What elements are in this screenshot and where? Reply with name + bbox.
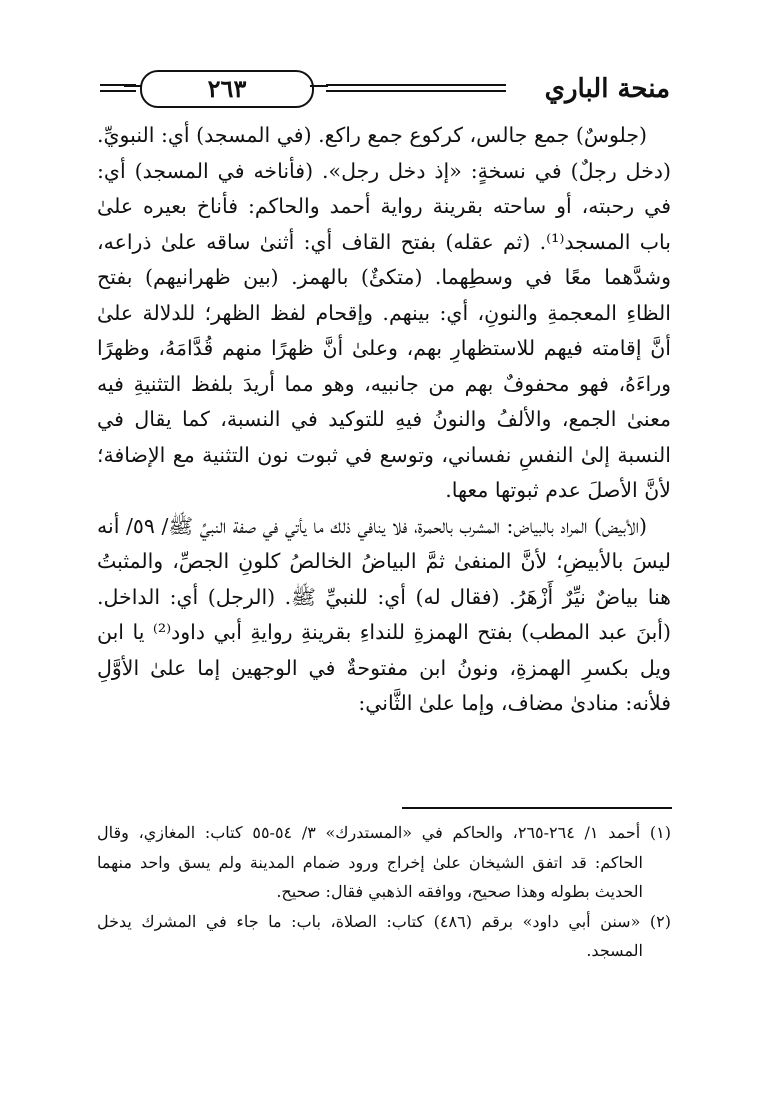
book-title: منحة الباري: [544, 74, 670, 104]
footnote-1: (١) أحمد ١/ ٢٦٤-٢٦٥، والحاكم في «المستدرك» ٣/ ٥٤-٥٥ كتاب: المغازي، وقال الحاكم: قد اتفق الشيخان علىٰ إخراج ورود ضمام المدينة ولم يسق واحد منهما الحديث بطوله وهذا صحيح، ووافقه الذهبي فقال: صحيح.: [97, 823, 671, 901]
footnotes: [97, 818, 671, 966]
body-paragraph: (جلوسٌ) جمع جالس، كركوع جمع راكع. (في المسجد) أي: النبويِّ. (دخل رجلٌ) في نسخةٍ: «إذ دخل رجل». (فأناخه في المسجد) أي: في رحبته، أو ساحته بقرينة رواية أحمد والحاكم: فأناخ بعيره علىٰ باب المسجد⁽¹⁾. (ثم عقله) بفتح القاف أي: أثنىٰ ساقه علىٰ ذراعه، وشدَّهما معًا في وسطِهما. (متكئٌ) بالهمز. (بين ظهرانيهم) بفتح الظاءِ المعجمةِ والنونِ، أي: بينهم. وإقحام لفظ الظهر؛ للدلالة علىٰ أنَّ إقامته فيهم للاستظهارِ بهم، وعلىٰ أنَّ ظهرًا منهم قُدَّامَهُ، وظهرًا وراءَهُ، فهو محفوفٌ بهم من جانبيه، وهو مما أريدَ بلفظ التثنيةِ فيه معنىٰ الجمع، والألفُ والنونُ فيهِ للتوكيد في النسبة، كما يقال في النسبة إلىٰ النفسِ نفساني، وتوسع في ثبوت نون التثنية مع الإضافة؛ لأنَّ الأصلَ عدم ثبوتها معها.: [96, 123, 671, 502]
footnote-2: (٢) «سنن أبي داود» برقم (٤٨٦) كتاب: الصلاة، باب: ما جاء في المشرك يدخل المسجد.: [97, 911, 672, 960]
header-rule-right-bottom: [326, 90, 506, 92]
running-header: [100, 68, 670, 112]
body-paragraph: (الأبيض) المراد بالبياض: المشرب بالحمرة، فلا ينافي ذلك ما يأتي في صفة النبيِّ ﷺ/ ٥٩/ أنه ليسَ بالأبيضِ؛ لأنَّ المنفىٰ ثمَّ البياضُ الخالصُ كلونِ الجصِّ، والمثبتُ هنا بياضٌ نيِّرٌ أَزْهَرُ. (فقال له) أي: للنبيِّ ﷺ. (الرجل) أي: الداخل. (أبنَ عبد المطب) بفتح الهمزةِ للنداءِ بقرينةِ روايةِ أبي داود⁽²⁾ يا ابن ويل بكسرِ الهمزةِ، ونونُ ابن مفتوحةٌ في الوجهين إما علىٰ الأوَّلِ فلأنه: منادىٰ مضاف، وإما علىٰ الثَّاني:: [97, 513, 671, 715]
main-text: [97, 118, 671, 722]
header-rule-left-bottom: [100, 90, 136, 92]
footnote-separator: [402, 807, 672, 809]
header-rule-right-top: [326, 84, 506, 86]
page-number: ٢٦٣: [140, 70, 314, 108]
